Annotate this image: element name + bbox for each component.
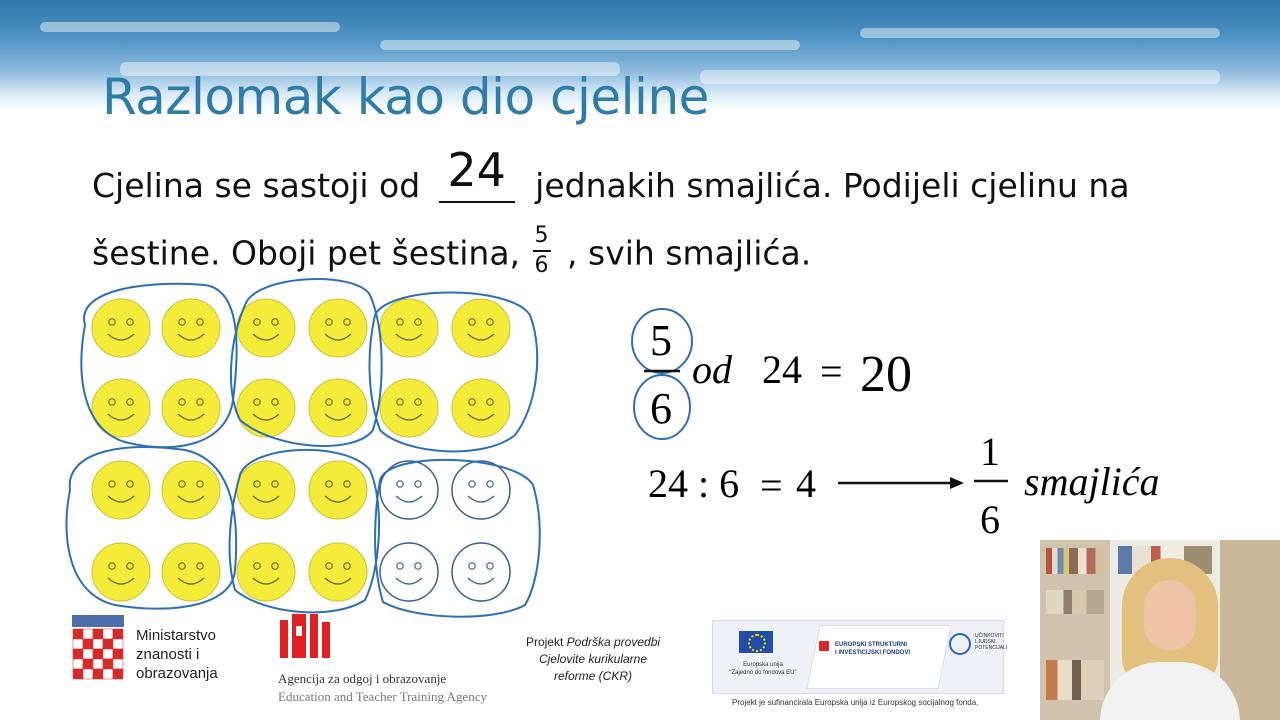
empty-smiley-icon (452, 461, 510, 519)
project-line: reforme (CKR) (553, 669, 632, 683)
ministry-line: znanosti i (136, 646, 200, 663)
ministry-name (136, 626, 218, 683)
answer-blank (439, 143, 515, 203)
agency-name (278, 670, 487, 706)
funds-label-line: I INVESTICIJSKI FONDOVI (835, 650, 911, 656)
smiley-grid (55, 270, 555, 620)
colored-smiley-icon (237, 379, 295, 437)
colored-smiley-icon (309, 543, 367, 601)
project-line: Cjelovite kurikularne (538, 652, 648, 666)
colored-smiley-icon (162, 461, 220, 519)
project-line: Projekt (525, 635, 564, 649)
project-line: Podrška provedbi (566, 635, 661, 649)
colored-smiley-icon (162, 299, 220, 357)
division-expression: 24 : 6 (648, 461, 740, 506)
ministry-logo (70, 615, 126, 695)
cloud-streak (40, 22, 340, 32)
colored-smiley-icon (92, 461, 150, 519)
colored-smiley-icon (237, 299, 295, 357)
task-line-1 (92, 143, 1130, 205)
task-text: , svih smajlića. (567, 233, 812, 273)
esf-logo-icon (949, 633, 971, 655)
eu-label (723, 661, 803, 677)
books-row (1046, 548, 1104, 574)
eu-cofinancing-note: Projekt je sufinancirala Europska unija iz Europskog socijalnog fonda. (732, 698, 979, 707)
equals-sign: = (820, 349, 843, 394)
division-result: 4 (796, 461, 816, 506)
fraction-denominator: 6 (534, 253, 549, 278)
unit-fraction-denominator: 6 (980, 497, 1000, 542)
funds-label-line: EUROPSKI STRUKTURNI (835, 642, 908, 648)
agency-line: Education and Teacher Training Agency (278, 689, 487, 704)
colored-smiley-icon (92, 543, 150, 601)
task-text: jednakih smajlića. Podijeli cjelinu na (535, 166, 1130, 205)
agency-line: Agencija za odgoj i obrazovanje (278, 671, 447, 686)
ministry-line: Ministarstvo (136, 627, 217, 644)
colored-smiley-icon (237, 461, 295, 519)
cloud-streak (700, 70, 1220, 84)
colored-smiley-icon (380, 379, 438, 437)
colored-smiley-icon (452, 379, 510, 437)
slide-title: Razlomak kao dio cjeline (102, 68, 709, 126)
eu-label-line: Europska unija (743, 662, 783, 668)
croatia-checker-icon (819, 641, 829, 651)
books-row (1046, 590, 1104, 614)
project-text (508, 634, 678, 685)
colored-smiley-icon (380, 299, 438, 357)
colored-smiley-icon (162, 379, 220, 437)
colored-smiley-icon (92, 379, 150, 437)
esf-label: UČINKOVITI LJUDSKI POTENCIJALI (975, 633, 1008, 651)
bookshelf (1040, 540, 1110, 720)
funds-panel (806, 625, 952, 689)
books-row (1046, 660, 1104, 700)
fraction-bar (533, 250, 551, 252)
work-fraction-denominator: 6 (650, 384, 672, 433)
word-od: od (692, 347, 732, 392)
fraction-numerator: 5 (534, 223, 549, 248)
eu-funds-banner (712, 620, 1008, 694)
empty-smiley-icon (452, 543, 510, 601)
colored-smiley-icon (309, 299, 367, 357)
cloud-streak (380, 40, 800, 50)
agency-logo-icon (278, 612, 336, 664)
task-text: šestine. Oboji pet šestina, (92, 233, 521, 273)
croatian-coat-of-arms-icon (70, 615, 126, 691)
work-fraction-numerator: 5 (650, 316, 672, 365)
funds-label (835, 641, 910, 657)
arrow-head-icon (950, 477, 964, 489)
eu-flag-icon (739, 631, 773, 653)
empty-smiley-icon (380, 543, 438, 601)
whole-number: 24 (762, 347, 802, 392)
colored-smiley-icon (162, 543, 220, 601)
division-equals: = (760, 463, 783, 508)
unit-word: smajlića (1024, 459, 1160, 504)
result-value: 20 (860, 346, 912, 403)
colored-smiley-icon (92, 299, 150, 357)
eu-label-line: "Zajedno do fondova EU" (729, 670, 797, 676)
colored-smiley-icon (309, 379, 367, 437)
colored-smiley-icon (309, 461, 367, 519)
colored-smiley-icon (237, 543, 295, 601)
calculation-area (620, 305, 1220, 545)
colored-smiley-icon (452, 299, 510, 357)
task-text: Cjelina se sastoji od (92, 166, 421, 205)
answer-value: 24 (447, 143, 506, 197)
presenter-webcam (1040, 540, 1280, 720)
unit-fraction-numerator: 1 (980, 429, 1000, 474)
presenter-face (1144, 580, 1196, 650)
cloud-streak (860, 28, 1220, 38)
ministry-line: obrazovanja (136, 665, 218, 682)
